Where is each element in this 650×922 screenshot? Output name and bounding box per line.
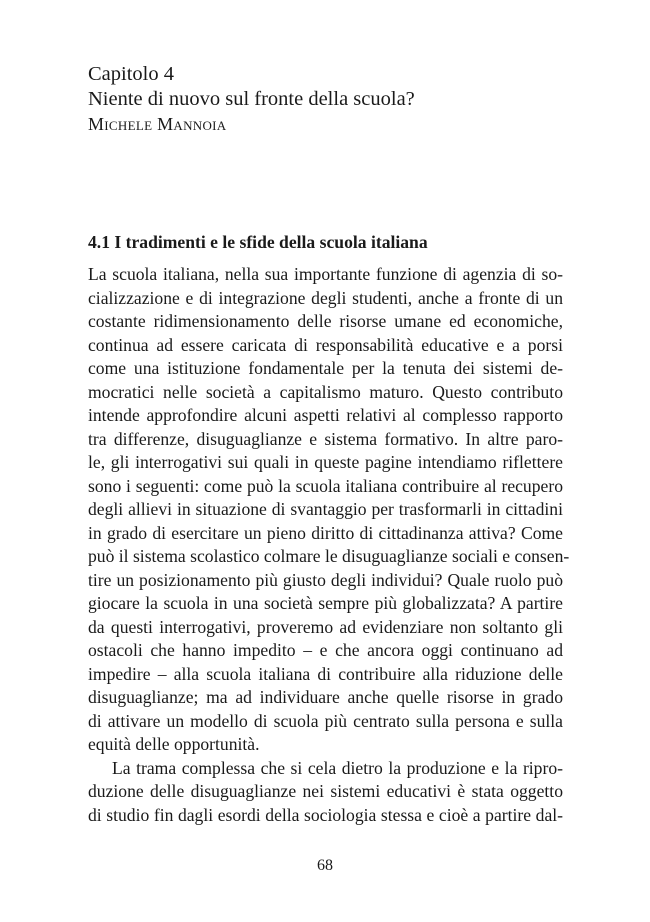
text-line: impedire – alla scuola italiana di contribuire alla riduzione delle [88,663,563,684]
chapter-title: Niente di nuovo sul fronte della scuola? [88,88,415,110]
text-line: La scuola italiana, nella sua importante funzione di agenzia di so- [88,264,563,284]
text-line: continua ad essere caricata di responsabilità educative e a porsi [88,334,563,355]
text-line: cializzazione e di integrazione degli studenti, anche a fronte di un [88,287,563,308]
text-line: giocare la scuola in una società sempre più globalizzata? A partire [88,593,563,613]
text-line: da questi interrogativi, proveremo ad evidenziare non soltanto gli [88,616,563,637]
page-number: 68 [317,857,333,874]
text-line: come una istituzione fondamentale per la tenuta dei sistemi de- [88,358,563,378]
text-line: le, gli interrogativi sui quali in queste pagine intendiamo riflettere [88,452,563,472]
text-line: mocratici nelle società a capitalismo maturo. Questo contributo [88,381,563,402]
text-line: sono i seguenti: come può la scuola italiana contribuire al recupero [88,475,563,496]
text-line: duzione delle disuguaglianze nei sistemi educativi è stata oggetto [88,781,563,801]
text-line: intende approfondire alcuni aspetti relativi al complesso rapporto [88,405,563,425]
paragraph [88,263,570,757]
paragraph [88,757,563,828]
text-line: tra differenze, disuguaglianze e sistema formativo. In altre paro- [88,428,563,449]
text-line: di studio fin dagli esordi della sociologia stessa e cioè a partire dal- [88,804,563,825]
text-line: in grado di esercitare un pieno diritto di cittadinanza attiva? Come [88,522,563,543]
chapter-author: Michele Mannoia [88,114,227,134]
text-line: La trama complessa che si cela dietro la produzione e la ripro- [112,757,563,778]
text-line: disuguaglianze; ma ad individuare anche quelle risorse in grado [88,687,563,707]
body-text [88,263,570,827]
chapter-header [88,62,568,137]
text-line: degli allievi in situazione di svantaggio per trasformarli in cittadini [88,499,563,519]
text-line: di attivare un modello di scuola più centrato sulla persona e sulla [88,710,563,731]
chapter-label: Capitolo 4 [88,63,174,85]
section-heading: 4.1 I tradimenti e le sfide della scuola italiana [88,232,428,252]
text-line: ostacoli che hanno impedito – e che ancora oggi continuano ad [88,640,563,660]
text-line: equità delle opportunità. [88,734,260,754]
text-line: costante ridimensionamento delle risorse umane ed economiche, [88,311,563,331]
text-line: tire un posizionamento più giusto degli individui? Quale ruolo può [88,569,563,590]
text-line: può il sistema scolastico colmare le disuguaglianze sociali e consen- [88,546,570,566]
